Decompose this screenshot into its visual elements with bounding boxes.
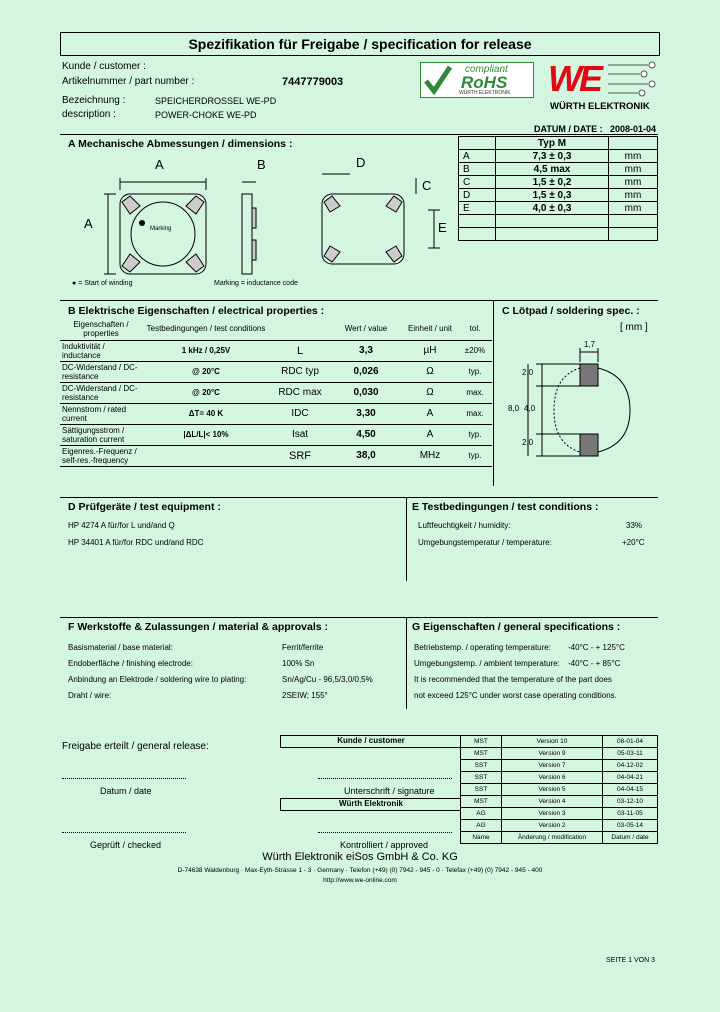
wire-label: Draht / wire: (68, 691, 112, 700)
table-row: Name Änderung / modification Datum / date (461, 832, 658, 844)
ambtemp-label: Umgebungstemp. / ambient temperature: (414, 659, 560, 668)
bez-label: Bezeichnung : (62, 95, 126, 106)
table-row: A 7,3 ± 0,3 mm (459, 150, 658, 163)
signature-label-1: Unterschrift / signature (344, 786, 435, 796)
table-row: AG Version 2 03-05-14 (461, 820, 658, 832)
circuit-icon (608, 60, 658, 100)
dim-e: E (438, 220, 447, 235)
optemp-value: -40°C - + 125°C (568, 643, 625, 652)
we-logo-text: WE (548, 58, 600, 99)
legend-start: ● = Start of winding (72, 280, 133, 287)
bez-value: SPEICHERDROSSEL WE-PD (155, 96, 277, 106)
dim-40: 4,0 (524, 404, 536, 413)
rohs-compliant-text: compliant (465, 64, 508, 75)
partno-value: 7447779003 (282, 76, 344, 88)
we-name: WÜRTH ELEKTRONIK (550, 101, 650, 112)
section-b-title: B Elektrische Eigenschaften / electrical properties : (68, 305, 325, 317)
date-label: DATUM / DATE : (534, 124, 603, 134)
approved-label: Kontrolliert / approved (340, 840, 429, 850)
dim-20b: 2,0 (522, 438, 534, 447)
dim-20a: 2,0 (522, 368, 534, 377)
equipment-2: HP 34401 A für/for RDC und/and RDC (68, 538, 204, 547)
dim-c: C (422, 178, 432, 193)
table-row: SST Version 5 04-04-15 (461, 784, 658, 796)
marking-label: Marking (150, 226, 172, 232)
optemp-label: Betriebstemp. / operating temperature: (414, 643, 551, 652)
desc-label: description : (62, 109, 116, 120)
section-c-title: C Lötpad / soldering spec. : (502, 305, 640, 317)
rohs-logo (420, 62, 534, 98)
company-address: D-74638 Waldenburg · Max-Eyth-Strasse 1 - 3 · Germany · Telefon (+49) (0) 7942 - 945 - 0 · Telefax (+49) (0) 7942 - 945 - 400 (177, 867, 543, 874)
note-2: not exceed 125°C under worst case operating conditions. (414, 691, 617, 700)
rohs-text: RoHS (461, 73, 508, 92)
table-row: D 1,5 ± 0,3 mm (459, 189, 658, 202)
table-row: B 4,5 max mm (459, 163, 658, 176)
table-row: MST Version 4 03-12-10 (461, 796, 658, 808)
finishing-value: 100% Sn (282, 659, 315, 668)
ambtemp-value: -40°C - + 85°C (568, 659, 621, 668)
table-row: DC-Widerstand / DC-resistance @ 20°C RDC typ 0,026 Ω typ. (60, 361, 492, 382)
unit-label: [ mm ] (620, 322, 648, 333)
freigabe-label: Freigabe erteilt / general release: (62, 741, 209, 752)
table-row: MST Version 9 05-03-11 (461, 748, 658, 760)
temp-value: +20°C (622, 538, 645, 547)
dim-80: 8,0 (508, 404, 520, 413)
dim-17: 1,7 (584, 340, 596, 349)
bullet-icon: ● (72, 280, 77, 287)
wire-value: 2SEIW; 155° (282, 691, 328, 700)
dim-d: D (356, 155, 366, 170)
checked-label: Geprüft / checked (90, 840, 162, 850)
dimension-table (458, 136, 658, 241)
company-name: Würth Elektronik eiSos GmbH & Co. KG (262, 851, 458, 863)
humidity-label: Luftfeuchtigkeit / humidity: (418, 521, 511, 530)
table-row: Eigenres.-Frequenz / self-res.-frequency SRF 38,0 MHz typ. (60, 445, 492, 466)
material-label: Basismaterial / base material: (68, 643, 173, 652)
electrical-table: Eigenschaften / properties Testbedingungen / test conditions Wert / value Einheit / unit tol. Induktivität / inductance 1 kHz / 0,25V L 3,3 µH ±20% DC-Widerstand / DC-resistance @ 20°C RDC typ 0,026 Ω typ. DC-Widerstand / DC-resistance @ 20°C RDC max 0,030 Ω max. Nennstrom / rated current ΔT= 40 K IDC 3,30 A max. Sättigungsstrom / saturation current |ΔL/L|< 10% Isat 4,50 A typ. Eigenres.-Frequenz / self-res.-frequency SRF 38,0 MHz typ. (60, 318, 492, 467)
equipment-1: HP 4274 A für/for L und/and Q (68, 521, 175, 530)
material-value: Ferrit/ferrite (282, 643, 324, 652)
plating-value: Sn/Ag/Cu - 96,5/3,0/0,5% (282, 675, 373, 684)
wuerth-box: Würth Elektronik (280, 798, 461, 811)
section-e-title: E Testbedingungen / test conditions : (412, 501, 599, 513)
type-header: Typ M (496, 137, 609, 150)
section-d-title: D Prüfgeräte / test equipment : (68, 501, 221, 513)
table-row: Sättigungsstrom / saturation current |ΔL/L|< 10% Isat 4,50 A typ. (60, 424, 492, 445)
customer-box: Kunde / customer (280, 735, 461, 748)
dim-b: B (257, 157, 266, 172)
table-row: MST Version 10 08-01-04 (461, 736, 658, 748)
check-icon (423, 63, 453, 97)
plating-label: Anbindung an Elektrode / soldering wire to plating: (68, 675, 247, 684)
table-row: E 4,0 ± 0,3 mm (459, 202, 658, 215)
legend-marking: Marking = inductance code (214, 280, 298, 287)
humidity-value: 33% (626, 521, 643, 530)
table-row: AG Version 3 03-11-05 (461, 808, 658, 820)
company-web[interactable]: http://www.we-online.com (323, 877, 397, 884)
section-f-title: F Werkstoffe & Zulassungen / material & approvals : (68, 621, 329, 633)
section-a-title: A Mechanische Abmessungen / dimensions : (68, 138, 293, 150)
table-row: C 1,5 ± 0,2 mm (459, 176, 658, 189)
customer-label: Kunde / customer : (62, 61, 146, 72)
rohs-sub-text: WÜRTH ELEKTRONIK (459, 90, 511, 96)
date-value: 2008-01-04 (610, 124, 657, 134)
temp-label: Umgebungstemperatur / temperature: (418, 538, 552, 547)
table-row: Induktivität / inductance 1 kHz / 0,25V L 3,3 µH ±20% (60, 340, 492, 361)
page-number: SEITE 1 VON 3 (606, 957, 656, 964)
we-logo (546, 60, 658, 112)
partno-label: Artikelnummer / part number : (62, 76, 195, 87)
note-1: It is recommended that the temperature of the part does (414, 675, 612, 684)
dim-a-left: A (84, 216, 93, 231)
desc-value: POWER-CHOKE WE-PD (155, 110, 257, 120)
page-title: Spezifikation für Freigabe / specification for release (60, 32, 660, 56)
table-row: Nennstrom / rated current ΔT= 40 K IDC 3,30 A max. (60, 403, 492, 424)
datum-label-1: Datum / date (100, 786, 152, 796)
finishing-label: Endoberfläche / finishing electrode: (68, 659, 193, 668)
version-table (460, 735, 658, 844)
table-row: SST Version 7 04-12-02 (461, 760, 658, 772)
dim-a-top: A (155, 157, 164, 172)
section-g-title: G Eigenschaften / general specifications : (412, 621, 621, 633)
table-row: DC-Widerstand / DC-resistance @ 20°C RDC max 0,030 Ω max. (60, 382, 492, 403)
table-row: SST Version 6 04-04-21 (461, 772, 658, 784)
